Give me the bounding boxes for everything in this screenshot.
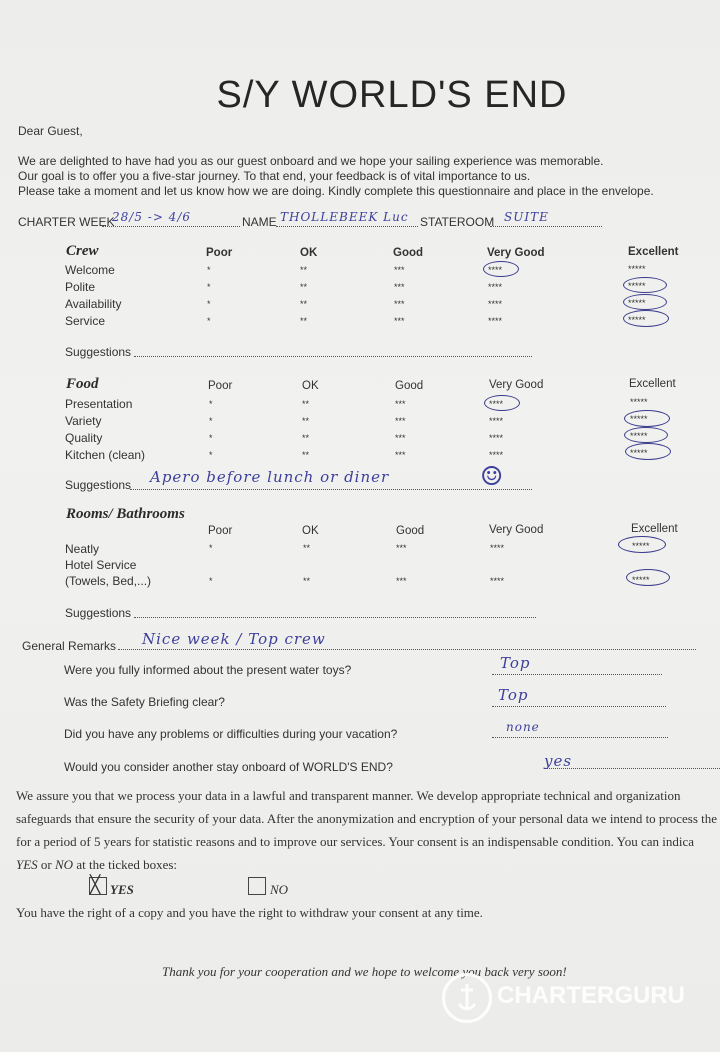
answer-water-toys-field[interactable]: Top [500,654,531,672]
privacy-yes-word: YES [16,857,38,872]
rating-option[interactable]: ** [300,282,308,292]
name-field[interactable]: THOLLEBEEK Luc [280,210,409,224]
privacy-line-3: for a period of 5 years for statistic reasons and to improve our services. Your consent is an indispensable condition. You can indica [16,834,695,849]
rating-option[interactable]: ***** [630,431,648,441]
col-good: Good [393,247,424,259]
crew-row-polite: Polite [65,280,96,294]
rating-option[interactable]: ***** [630,414,648,424]
thank-you-text: Thank you for your cooperation and we hope to welcome you back very soon! [162,964,567,979]
question-problems: Did you have any problems or difficulties during your vacation? [64,727,398,741]
rooms-row-hotel-service: Hotel Service [65,558,137,572]
rooms-suggestions-label: Suggestions [65,606,132,620]
rooms-suggestions-field[interactable] [134,605,536,618]
privacy-line-2: safeguards that ensure the security of your data. After the anonymization and encryption of your personal data we intend to process the [16,811,718,826]
crew-suggestions-field[interactable] [134,344,532,357]
rating-option[interactable]: **** [488,282,503,292]
rating-option[interactable]: ***** [628,315,646,325]
col-ok: OK [302,525,319,537]
col-ok: OK [302,380,319,392]
rating-option[interactable]: * [207,316,211,326]
food-suggestions-label: Suggestions [65,478,132,492]
rating-option[interactable]: ** [300,316,308,326]
rating-option[interactable]: ***** [628,298,646,308]
food-row-kitchen: Kitchen (clean) [65,448,146,462]
yes-label: YES [110,882,134,897]
selection-circle [623,277,667,293]
rating-option[interactable]: *** [395,450,406,460]
rating-option[interactable]: ** [303,576,311,586]
intro-line-3: Please take a moment and let us know how we are doing. Kindly complete this questionnaire and place in the envelope. [18,184,654,198]
col-ok: OK [300,247,318,259]
food-row-quality: Quality [65,431,103,445]
rating-option[interactable]: *** [394,282,405,292]
rooms-row-hotel-service-detail: (Towels, Bed,...) [65,574,152,588]
col-excellent: Excellent [628,246,679,258]
rating-option[interactable]: *** [396,543,407,553]
col-poor: Poor [206,247,233,259]
question-water-toys: Were you fully informed about the present water toys? [64,663,352,677]
selection-circle [624,410,670,427]
col-very-good: Very Good [489,524,544,536]
privacy-line-1: We assure you that we process your data in a lawful and transparent manner. We develop appropriate technical and organization [16,788,681,803]
selection-circle [623,310,669,327]
rating-option[interactable]: **** [488,299,503,309]
name-label: NAME [242,215,277,229]
rooms-section-title: Rooms/ Bathrooms [66,506,185,522]
answer-safety-briefing-field[interactable]: Top [498,686,529,704]
page-title: S/Y WORLD'S END [216,74,568,116]
selection-circle [618,536,666,553]
privacy-line-4 [16,857,177,873]
charter-week-label: CHARTER WEEK [18,215,115,229]
charter-week-field[interactable]: 28/5 -> 4/6 [112,210,191,224]
anchor-logo-icon [442,973,492,1023]
rating-option[interactable]: *** [395,433,406,443]
rating-option[interactable]: **** [488,316,503,326]
col-good: Good [396,525,425,537]
privacy-no-word: NO [55,857,74,872]
privacy-tail: at the ticked boxes: [73,857,178,872]
rooms-row-neatly: Neatly [65,542,100,556]
intro-line-2: Our goal is to offer you a five-star journey. To that end, your feedback is of vital importance to us. [18,169,531,183]
rating-option[interactable]: **** [490,543,505,553]
general-remarks-field[interactable]: Nice week / Top crew [142,630,326,648]
watermark-text: CHARTERGURU [497,982,685,1009]
selection-circle [626,569,670,586]
answer-problems-field[interactable]: none [506,720,540,734]
rating-option[interactable]: ** [302,399,310,409]
rating-option[interactable]: **** [489,433,504,443]
no-label: NO [270,882,289,897]
col-excellent: Excellent [629,378,676,390]
rating-option[interactable]: * [209,433,213,443]
selection-circle [623,294,667,310]
rating-option[interactable]: ***** [628,264,646,274]
food-row-presentation: Presentation [65,397,133,411]
selection-circle [483,261,519,277]
rating-option[interactable]: ** [300,265,308,275]
question-another-stay: Would you consider another stay onboard of WORLD'S END? [64,760,393,774]
yes-checkbox[interactable] [89,877,107,895]
rating-option[interactable]: ***** [630,448,648,458]
checkmark-icon: ╳ [90,875,101,894]
rating-option[interactable]: * [209,399,213,409]
food-suggestions-field[interactable]: Apero before lunch or diner [150,468,390,486]
answer-another-stay-field[interactable]: yes [544,752,573,770]
rating-option[interactable]: **** [488,265,503,275]
rating-option[interactable]: *** [395,399,406,409]
rating-option[interactable]: * [209,416,213,426]
rating-option[interactable]: ***** [632,541,650,551]
crew-row-welcome: Welcome [65,263,115,277]
col-very-good: Very Good [489,379,544,391]
rating-option[interactable]: ** [302,416,310,426]
col-good: Good [395,380,424,392]
rating-option[interactable]: * [209,450,213,460]
rating-option[interactable]: * [209,543,213,553]
crew-suggestions-label: Suggestions [65,345,132,359]
stateroom-label: STATEROOM [420,215,495,229]
rating-option[interactable]: * [207,282,211,292]
no-checkbox[interactable] [248,877,266,895]
rating-option[interactable]: **** [489,399,504,409]
col-poor: Poor [208,380,233,392]
rating-option[interactable]: ***** [632,575,650,585]
crew-section-title: Crew [66,243,99,259]
crew-row-service: Service [65,314,106,328]
rating-option[interactable]: ** [302,433,310,443]
selection-circle [625,443,671,460]
selection-circle [484,395,520,411]
stateroom-field[interactable]: SUITE [504,210,549,224]
rating-option[interactable]: **** [489,450,504,460]
food-row-variety: Variety [65,414,102,428]
smiley-icon: ☺ [480,462,505,492]
rating-option[interactable]: * [207,265,211,275]
rating-option[interactable]: ***** [628,281,646,291]
rating-option[interactable]: **** [490,576,505,586]
general-remarks-label: General Remarks [22,639,117,653]
rating-option[interactable]: * [207,299,211,309]
food-section-title: Food [66,376,99,392]
crew-row-availability: Availability [65,297,122,311]
rating-option[interactable]: *** [394,265,405,275]
privacy-or-word: or [37,857,56,872]
rating-option[interactable]: *** [394,316,405,326]
rating-option[interactable]: *** [394,299,405,309]
col-excellent: Excellent [631,523,678,535]
rights-text: You have the right of a copy and you have the right to withdraw your consent at any time. [16,905,483,920]
selection-circle [624,427,668,443]
question-safety-briefing: Was the Safety Briefing clear? [64,695,225,709]
rating-option[interactable]: *** [395,416,406,426]
rating-option[interactable]: **** [489,416,504,426]
rating-option[interactable]: ** [300,299,308,309]
intro-line-1: We are delighted to have had you as our guest onboard and we hope your sailing experience was memorable. [18,154,604,168]
rating-option[interactable]: ** [303,543,311,553]
rating-option[interactable]: *** [396,576,407,586]
greeting: Dear Guest, [18,124,83,138]
rating-option[interactable]: ***** [630,397,648,407]
rating-option[interactable]: ** [302,450,310,460]
col-poor: Poor [208,525,233,537]
rating-option[interactable]: * [209,576,213,586]
col-very-good: Very Good [487,247,545,259]
